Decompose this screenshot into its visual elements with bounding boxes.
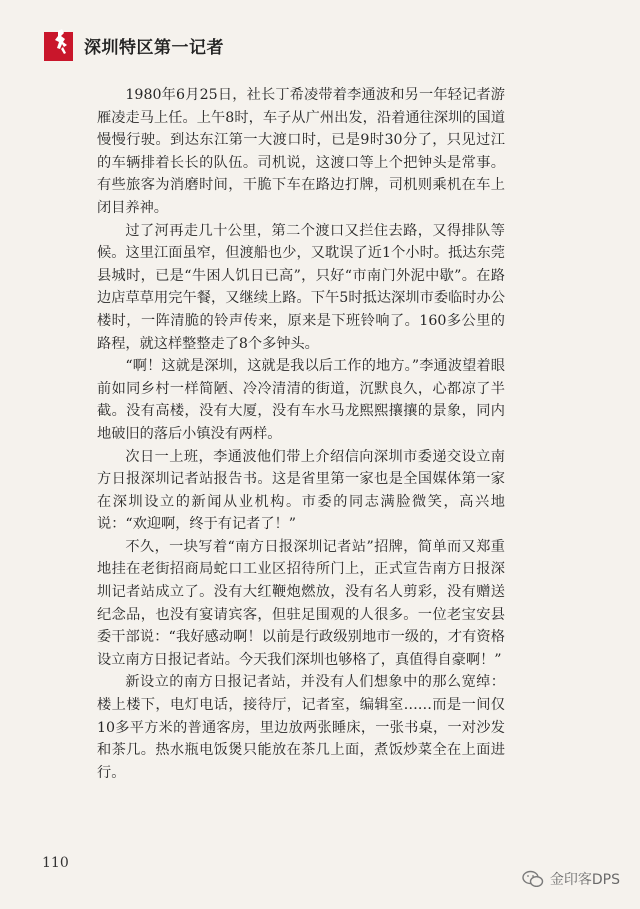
- paragraph: 新设立的南方日报记者站，并没有人们想象中的那么宽绰：楼上楼下，电灯电话，接待厅，记者室，编辑室……而是一间仅10多平方米的普通客房，里边放两张睡床，一张书桌，一对沙发和茶几。热水瓶电饭煲只能放在茶几上面，煮饭炒菜全在上面进行。: [97, 674, 505, 781]
- body-text: [97, 84, 505, 784]
- paragraph: 次日一上班，李通波他们带上介绍信向深圳市委递交设立南方日报深圳记者站报告书。这是省里第一家也是全国媒体第一家在深圳设立的新闻从业机构。市委的同志满脸微笑，高兴地说：“欢迎啊，终于有记者了！”: [97, 448, 505, 533]
- chapter-title: 深圳特区第一记者: [84, 37, 224, 58]
- chapter-logo-icon: [44, 29, 76, 61]
- watermark: [522, 869, 620, 889]
- paragraph: 1980年6月25日，社长丁希凌带着李通波和另一年轻记者游雁凌走马上任。上午8时，车子从广州出发，沿着通往深圳的国道慢慢行驶。到达东江第一大渡口时，已是9时30分了，只见过江的车辆排着长长的队伍。司机说，这渡口等上个把钟头是常事。有些旅客为消磨时间，干脆下车在路边打牌，司机则乘机在车上闭目养神。: [97, 87, 505, 216]
- page-header: [44, 28, 224, 62]
- wechat-icon: [522, 870, 544, 888]
- page-number: 110: [42, 855, 69, 871]
- paragraph: 过了河再走几十公里，第二个渡口又拦住去路，又得排队等候。这里江面虽窄，但渡船也少，又耽误了近1个小时。抵达东莞县城时，已是“牛困人饥日已高”，只好“市南门外泥中歇”。在路边店草草用完午餐，又继续上路。下午5时抵达深圳市委临时办公楼时，一阵清脆的铃声传来，原来是下班铃响了。160多公里的路程，就这样整整走了8个多钟头。: [97, 222, 505, 352]
- paragraph: “啊！这就是深圳，这就是我以后工作的地方。”李通波望着眼前如同乡村一样简陋、冷冷清清的街道，沉默良久，心都凉了半截。没有高楼，没有大厦，没有车水马龙熙熙攘攘的景象，同内地破旧的落后小镇没有两样。: [97, 358, 505, 442]
- watermark-text: 金印客DPS: [549, 872, 620, 888]
- paragraph: 不久，一块写着“南方日报深圳记者站”招牌，简单而又郑重地挂在老街招商局蛇口工业区招待所门上，正式宣告南方日报深圳记者站成立了。没有大红鞭炮燃放，没有名人剪彩，没有赠送纪念品，也没有宴请宾客，但驻足围观的人很多。一位老宝安县委干部说：“我好感动啊！以前是行政级别地市一级的，才有资格设立南方日报记者站。今天我们深圳也够格了，真值得自豪啊！”: [97, 538, 505, 668]
